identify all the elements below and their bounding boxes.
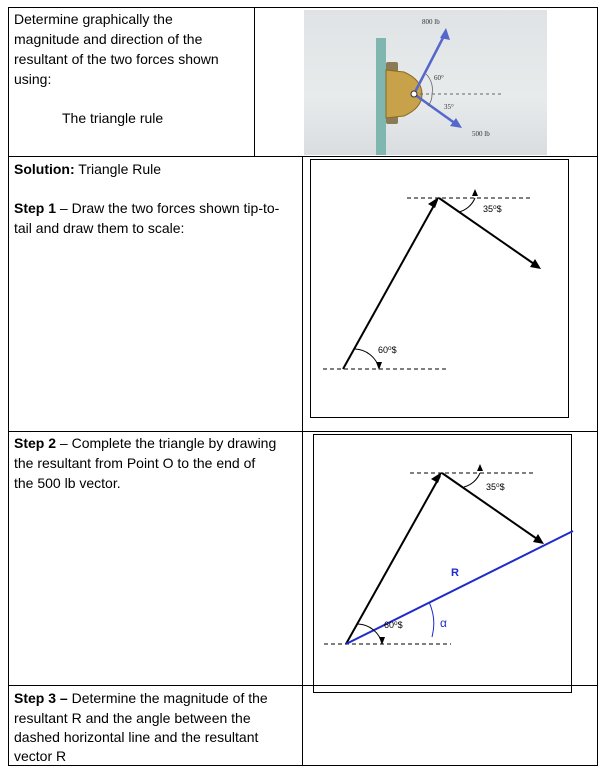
- step1-vector-500-head: [530, 259, 541, 269]
- angle-35-label: 35°: [444, 103, 454, 111]
- step1-angle-60-arc: [355, 349, 379, 368]
- problem-line-3: resultant of the two forces shown: [14, 51, 219, 67]
- step1-diagram: [311, 160, 570, 419]
- step1-line-1: – Draw the two forces shown tip-to-: [56, 200, 280, 216]
- bracket-photo: [304, 10, 547, 155]
- angle-60-arc: [426, 74, 432, 94]
- step1-vector-800-head: [428, 197, 439, 208]
- step2-angle-35-arc: [464, 473, 480, 487]
- problem-line-4: using:: [14, 71, 52, 87]
- solution-heading: [14, 159, 161, 179]
- step1-angle-35-label: 35⁰$: [483, 204, 502, 214]
- angle-60-label: 60°: [434, 74, 444, 82]
- step3-line-2: resultant R and the angle between the: [14, 710, 251, 726]
- step1-label: Step 1: [14, 200, 57, 216]
- step3-line-1: Determine the magnitude of the: [67, 690, 268, 706]
- step1-angle-35-arc: [459, 198, 475, 212]
- solution-bold: Solution:: [14, 161, 75, 177]
- step2-angle-60-arrow: [379, 637, 385, 645]
- problem-line-1: Determine graphically the: [14, 11, 173, 27]
- step1-diagram-frame: [310, 159, 569, 418]
- step2-angle-35-arrow: [477, 464, 483, 471]
- method-label: The triangle rule: [62, 110, 164, 126]
- bracket-drawing: [304, 10, 547, 155]
- step1-angle-60-label: 60⁰$: [378, 345, 397, 355]
- force-800-label: 800 lb: [422, 18, 440, 26]
- force-800-arrow: [414, 32, 446, 94]
- step3-label: Step 3 –: [14, 690, 68, 706]
- step2-angle-60-label: 60⁰$: [384, 620, 403, 630]
- step2-angle-35-label: 35⁰$: [486, 482, 505, 492]
- step2-diagram-frame: [313, 434, 572, 693]
- force-500-label: 500 lb: [472, 130, 490, 138]
- solution-rest: Triangle Rule: [74, 161, 162, 177]
- resultant-vector: [346, 531, 573, 644]
- wall: [376, 38, 386, 155]
- step2-diagram: [314, 435, 573, 694]
- alpha-arc: [429, 602, 434, 637]
- step2-line-1: – Complete the triangle by drawing: [56, 435, 277, 451]
- resultant-label: R: [451, 567, 459, 579]
- step1-line-2: tail and draw them to scale:: [14, 220, 185, 236]
- problem-line-2: magnitude and direction of the: [14, 31, 203, 47]
- step2-vector-500-head: [533, 534, 544, 544]
- step2-line-2: the resultant from Point O to the end of: [14, 455, 256, 471]
- step1-angle-35-arrow: [472, 189, 478, 196]
- pin: [411, 91, 417, 97]
- step2-vector-800-head: [431, 472, 442, 483]
- alpha-label: α: [440, 616, 447, 630]
- step3-line-4: vector R: [14, 748, 67, 764]
- step2-vector-800: [346, 476, 440, 644]
- force-800-head: [440, 28, 450, 40]
- step2-label: Step 2: [14, 435, 57, 451]
- step3-line-3: dashed horizontal line and the resultant: [14, 729, 259, 745]
- step1-vector-800: [343, 200, 437, 369]
- step2-line-3: the 500 lb vector.: [14, 475, 121, 491]
